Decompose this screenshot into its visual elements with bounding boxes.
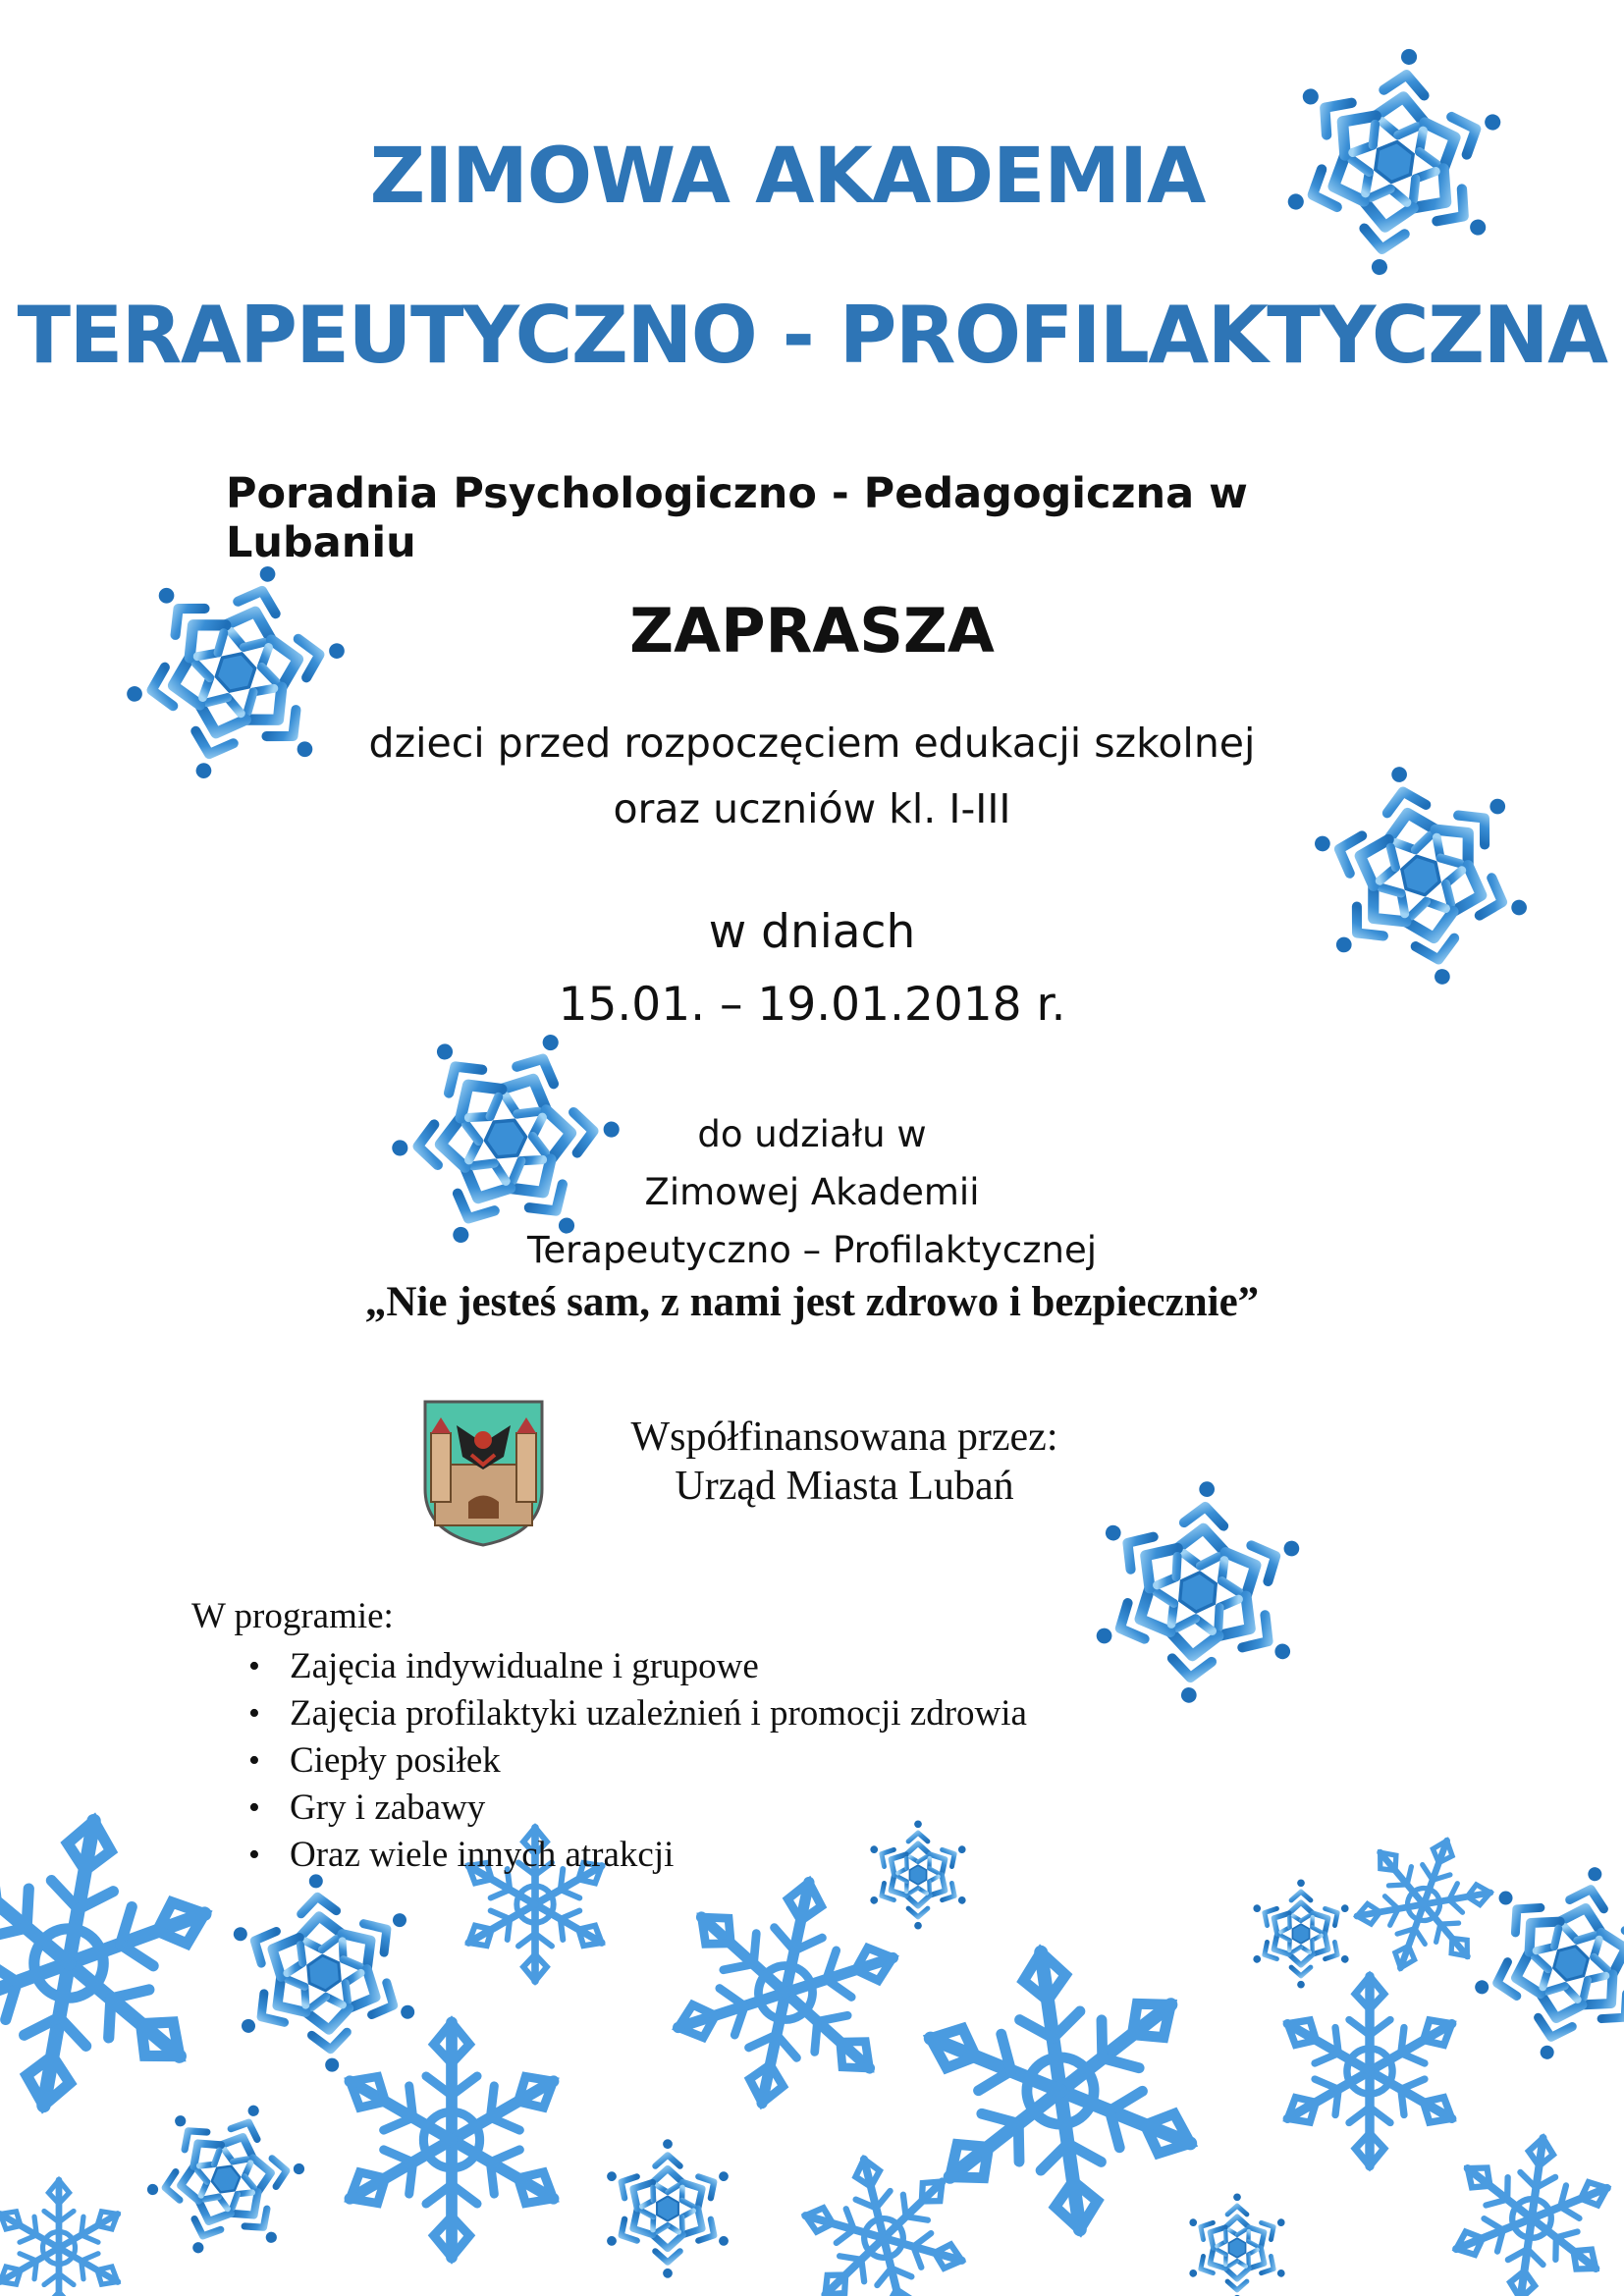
list-item: • Zajęcia indywidualne i grupowe [290, 1643, 1027, 1690]
snowflake-icon [1184, 2193, 1290, 2296]
snowflake-icon [1338, 1818, 1509, 1991]
program-heading: W programie: [191, 1596, 394, 1636]
city-crest-icon [417, 1396, 550, 1548]
snowflake-icon [125, 2077, 328, 2282]
list-item: • Oraz wiele innych atrakcji [290, 1832, 1027, 1879]
participation-line-3: Terapeutyczno – Profilaktycznej [527, 1229, 1097, 1271]
motto: „Nie jesteś sam, z nami jest zdrowo i bezpiecznie” [364, 1279, 1260, 1325]
organizer: Poradnia Psychologiczno - Pedagogiczna w Lubaniu [226, 469, 1248, 567]
dates-label: w dniach [708, 905, 916, 959]
cofinancing-line-2: Urząd Miasta Lubań [675, 1464, 1014, 1509]
participation-line-2: Zimowej Akademii [644, 1171, 980, 1213]
program-list [191, 1643, 1027, 1879]
audience-line-1: dzieci przed rozpoczęciem edukacji szkolnej [368, 720, 1256, 767]
snowflake-icon [1248, 1879, 1354, 1988]
list-item: • Zajęcia profilaktyki uzależnień i promocji zdrowia [290, 1690, 1027, 1737]
participation-line-1: do udziału w [697, 1113, 927, 1155]
title-line-1: ZIMOWA AKADEMIA [369, 133, 1206, 221]
snowflake-icon [1075, 1477, 1321, 1708]
cofinancing-line-1: Współfinansowana przez: [630, 1415, 1058, 1460]
invite-heading: ZAPRASZA [629, 595, 995, 667]
snowflake-icon [1442, 2127, 1622, 2296]
snowflake-icon [1277, 1976, 1462, 2165]
snowflake-icon [219, 1866, 429, 2080]
list-item: • Ciepły posiłek [290, 1737, 1027, 1785]
program-section [191, 1595, 1027, 1879]
snowflake-icon [906, 1933, 1216, 2248]
list-item: • Gry i zabawy [290, 1785, 1027, 1832]
snowflake-icon [0, 2180, 125, 2296]
snowflake-icon [1452, 1842, 1624, 2084]
title-line-2: TERAPEUTYCZNO - PROFILAKTYCZNA [17, 290, 1607, 381]
dates-range: 15.01. – 19.01.2018 r. [558, 978, 1066, 1032]
snowflake-icon [337, 2022, 566, 2257]
snowflake-icon [600, 2139, 735, 2277]
audience-line-2: oraz uczniów kl. I-III [613, 785, 1011, 832]
